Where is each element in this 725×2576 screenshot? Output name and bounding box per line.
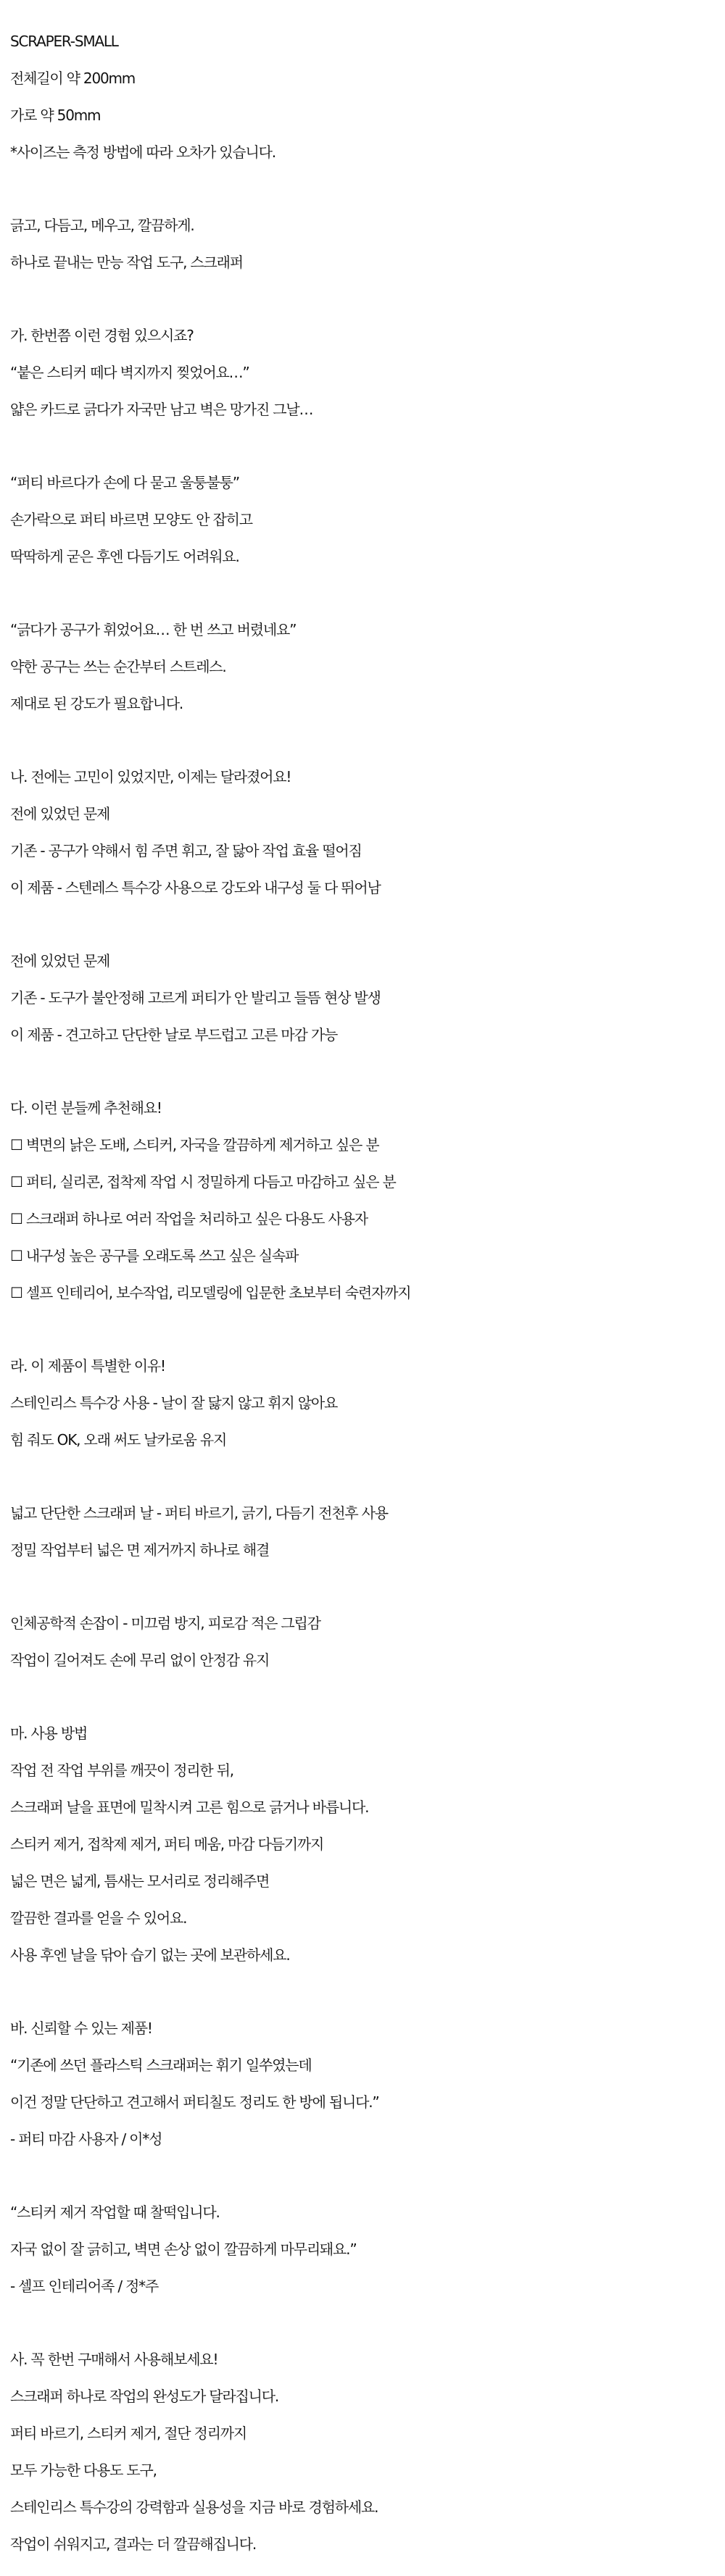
text-line: 마. 사용 방법: [10, 1725, 88, 1742]
text-line: 사용 후엔 날을 닦아 습기 없는 곳에 보관하세요.: [10, 1946, 290, 1964]
text-line: 이 제품 - 견고하고 단단한 날로 부드럽고 고른 마감 가능: [10, 1026, 338, 1043]
text-section: [10, 1495, 725, 1569]
text-line: SCRAPER-SMALL: [10, 33, 118, 50]
text-line: 전에 있었던 문제: [10, 952, 110, 970]
text-section: [10, 23, 725, 171]
text-line: 딱딱하게 굳은 후엔 다듬기도 어려워요.: [10, 548, 239, 565]
text-line: 넓은 면은 넓게, 틈새는 모서리로 정리해주면: [10, 1872, 270, 1890]
text-section: [10, 1090, 725, 1312]
text-section: [10, 612, 725, 722]
text-line: 사. 꼭 한번 구매해서 사용해보세요!: [10, 2351, 218, 2368]
text-line: ☐ 셀프 인테리어, 보수작업, 리모델링에 입문한 초보부터 숙련자까지: [10, 1284, 411, 1301]
text-line: 기존 - 공구가 약해서 힘 주면 휘고, 잘 닳아 작업 효율 떨어짐: [10, 842, 362, 859]
text-line: 스크래퍼 날을 표면에 밀착시켜 고른 힘으로 긁거나 바릅니다.: [10, 1798, 369, 1816]
text-line: 전체길이 약 200mm: [10, 70, 136, 87]
text-line: 자국 없이 잘 긁히고, 벽면 손상 없이 깔끔하게 마무리돼요.”: [10, 2241, 357, 2258]
text-section: [10, 464, 725, 575]
text-section: [10, 2010, 725, 2158]
text-line: 스티커 제거, 접착제 제거, 퍼티 메움, 마감 다듬기까지: [10, 1835, 324, 1853]
text-line: 이건 정말 단단하고 견고해서 퍼티칠도 정리도 한 방에 됩니다.”: [10, 2093, 379, 2111]
text-line: 약한 공구는 쓰는 순간부터 스트레스.: [10, 658, 226, 675]
text-line: 이 제품 - 스텐레스 특수강 사용으로 강도와 내구성 둘 다 뛰어남: [10, 879, 381, 896]
text-line: 스테인리스 특수강 사용 - 날이 잘 닳지 않고 휘지 않아요: [10, 1394, 338, 1412]
text-line: “퍼티 바르다가 손에 다 묻고 울퉁불퉁”: [10, 474, 239, 491]
text-line: 가. 한번쯤 이런 경험 있으시죠?: [10, 327, 194, 344]
text-section: [10, 1348, 725, 1459]
text-line: 기존 - 도구가 불안정해 고르게 퍼티가 안 발리고 들뜸 현상 발생: [10, 989, 381, 1006]
text-section: [10, 943, 725, 1054]
description-text-block: [10, 23, 725, 2563]
text-line: “긁다가 공구가 휘었어요… 한 번 쓰고 버렸네요”: [10, 621, 297, 638]
text-line: 하나로 끝내는 만능 작업 도구, 스크래퍼: [10, 254, 243, 271]
text-line: 얇은 카드로 긁다가 자국만 남고 벽은 망가진 그날…: [10, 401, 313, 418]
text-section: [10, 207, 725, 281]
text-line: ☐ 스크래퍼 하나로 여러 작업을 처리하고 싶은 다용도 사용자: [10, 1210, 368, 1227]
text-line: “붙은 스티커 떼다 벽지까지 찢었어요…”: [10, 364, 249, 381]
text-section: [10, 1605, 725, 1679]
text-line: 전에 있었던 문제: [10, 805, 110, 822]
text-line: 넓고 단단한 스크래퍼 날 - 퍼티 바르기, 긁기, 다듬기 전천후 사용: [10, 1504, 388, 1522]
text-line: - 셀프 인테리어족 / 정*주: [10, 2277, 159, 2295]
text-line: 정밀 작업부터 넓은 면 제거까지 하나로 해결: [10, 1541, 270, 1559]
text-line: 긁고, 다듬고, 메우고, 깔끔하게.: [10, 217, 194, 234]
text-line: ☐ 퍼티, 실리콘, 접착제 작업 시 정밀하게 다듬고 마감하고 싶은 분: [10, 1173, 396, 1191]
text-line: 스크래퍼 하나로 작업의 완성도가 달라집니다.: [10, 2388, 279, 2405]
text-line: ☐ 벽면의 낡은 도배, 스티커, 자국을 깔끔하게 제거하고 싶은 분: [10, 1136, 379, 1154]
text-line: 힘 줘도 OK, 오래 써도 날카로움 유지: [10, 1431, 227, 1449]
text-line: - 퍼티 마감 사용자 / 이*성: [10, 2130, 162, 2148]
text-section: [10, 1715, 725, 1974]
text-line: 모두 가능한 다용도 도구,: [10, 2462, 157, 2479]
text-line: 제대로 된 강도가 필요합니다.: [10, 695, 183, 712]
text-line: 가로 약 50mm: [10, 107, 101, 124]
text-section: [10, 317, 725, 428]
text-line: 스테인리스 특수강의 강력함과 실용성을 지금 바로 경험하세요.: [10, 2498, 378, 2516]
text-line: 퍼티 바르기, 스티커 제거, 절단 정리까지: [10, 2425, 247, 2442]
text-line: 인체공학적 손잡이 - 미끄럼 방지, 피로감 적은 그립감: [10, 1614, 320, 1632]
text-line: “기존에 쓰던 플라스틱 스크래퍼는 휘기 일쑤였는데: [10, 2056, 312, 2074]
text-section: [10, 759, 725, 906]
text-section: [10, 2194, 725, 2305]
text-line: 작업 전 작업 부위를 깨끗이 정리한 뒤,: [10, 1762, 233, 1779]
text-line: *사이즈는 측정 방법에 따라 오차가 있습니다.: [10, 143, 276, 161]
text-line: “스티커 제거 작업할 때 찰떡입니다.: [10, 2204, 220, 2221]
text-line: 라. 이 제품이 특별한 이유!: [10, 1357, 165, 1375]
text-line: 바. 신뢰할 수 있는 제품!: [10, 2019, 152, 2037]
text-line: 나. 전에는 고민이 있었지만, 이제는 달라졌어요!: [10, 768, 291, 785]
text-line: ☐ 내구성 높은 공구를 오래도록 쓰고 싶은 실속파: [10, 1247, 299, 1264]
text-line: 작업이 쉬워지고, 결과는 더 깔끔해집니다.: [10, 2535, 256, 2553]
text-section: [10, 2341, 725, 2563]
text-line: 깔끔한 결과를 얻을 수 있어요.: [10, 1909, 187, 1927]
text-line: 작업이 길어져도 손에 무리 없이 안정감 유지: [10, 1651, 270, 1669]
text-line: 다. 이런 분들께 추천해요!: [10, 1099, 162, 1117]
text-line: 손가락으로 퍼티 바르면 모양도 안 잡히고: [10, 511, 252, 528]
